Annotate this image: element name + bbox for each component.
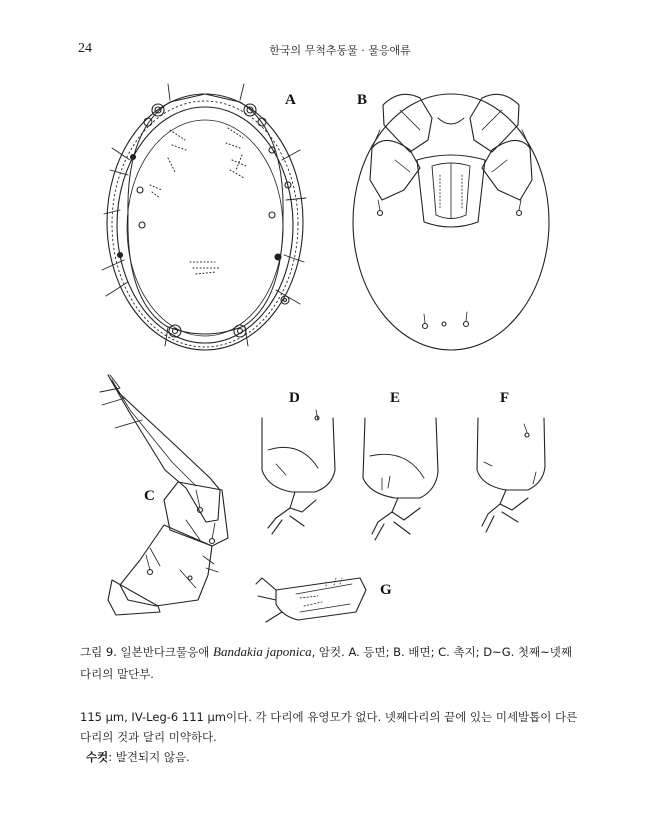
panel-g-drawing: [256, 578, 366, 622]
panel-label-c: C: [144, 488, 155, 504]
caption-lead: 그림 9. 일본반다크물응애: [80, 645, 214, 659]
panel-label-f: F: [500, 390, 510, 406]
panel-c-drawing: [100, 375, 228, 615]
caption-rest: , 암컷. A. 등면; B. 배면; C. 촉지; D~G. 첫째~넷째 다리의 말단부.: [80, 645, 572, 681]
panel-e-drawing: [363, 418, 438, 540]
caption-species: Bandakia japonica: [213, 644, 312, 659]
running-title: 한국의 무척추동물 · 물응애류: [269, 44, 411, 57]
panel-b-drawing: [353, 94, 549, 350]
panel-label-d: D: [289, 390, 300, 406]
panel-a-drawing: [102, 84, 306, 350]
figure-caption: [80, 641, 580, 685]
panel-label-b: B: [357, 92, 368, 108]
body-paragraph: 115 μm, IV-Leg-6 111 μm이다. 각 다리에 유영모가 없다. 넷째다리의 끝에 있는 미세발톱이 다른 다리의 것과 달리 미약하다.: [80, 710, 578, 744]
panel-d-drawing: [262, 410, 335, 534]
page-number: 24: [78, 41, 92, 56]
panel-label-g: G: [380, 582, 392, 598]
male-paragraph: [80, 747, 580, 767]
panel-label-e: E: [390, 390, 401, 406]
panel-label-a: A: [285, 92, 296, 108]
body-text: [80, 707, 580, 767]
panel-f-drawing: [477, 418, 545, 532]
male-label: 수컷: [86, 750, 109, 764]
male-text: : 발견되지 않음.: [108, 750, 190, 764]
